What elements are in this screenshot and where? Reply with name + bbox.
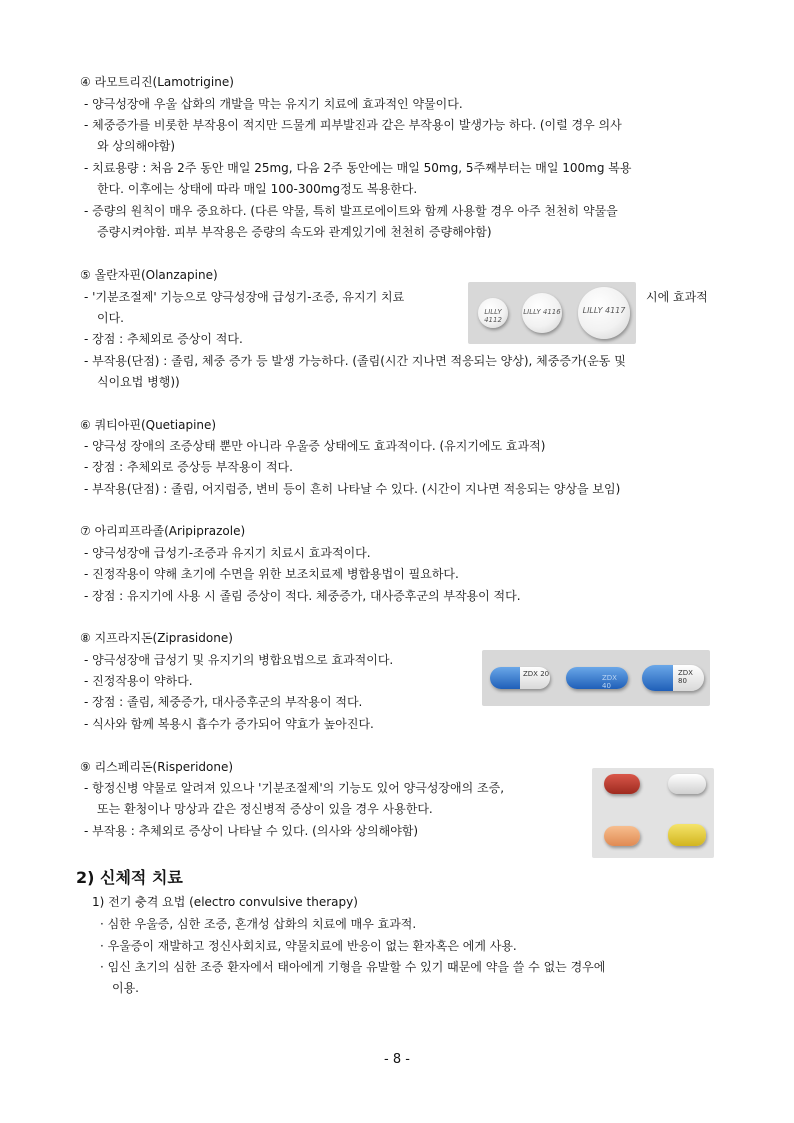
ect-bullet: · 임신 초기의 심한 조증 환자에서 태아에게 기형을 유발할 수 있기 때문에 약을 쓸 수 없는 경우에 bbox=[100, 960, 606, 974]
lamotrigine-line: 와 상의해야함) bbox=[97, 139, 176, 153]
aripiprazole-line: - 진정작용이 약해 초기에 수면을 위한 보조치료제 병합용법이 필요하다. bbox=[84, 567, 459, 581]
lamotrigine-heading: ④ 라모트리진(Lamotrigine) bbox=[80, 75, 234, 89]
risperidone-tablet-orange bbox=[604, 826, 640, 846]
ziprasidone-heading: ⑧ 지프라지돈(Ziprasidone) bbox=[80, 631, 233, 645]
ziprasidone-line: - 진정작용이 약하다. bbox=[84, 674, 193, 688]
olanzapine-line: - 부작용(단점) : 졸림, 체중 증가 등 발생 가능하다. (졸림(시간 지나면 적응되는 양상), 체중증가(운동 및 bbox=[84, 354, 626, 368]
lamotrigine-line: - 치료용량 : 처음 2주 동안 매일 25mg, 다음 2주 동안에는 매일 50mg, 5주째부터는 매일 100mg 복용 bbox=[84, 161, 632, 175]
ect-subheading: 1) 전기 충격 요법 (electro convulsive therapy) bbox=[92, 895, 358, 909]
olanzapine-line: - '기분조절제' 기능으로 양극성장애 급성기-조증, 유지기 치료 bbox=[84, 290, 405, 304]
lamotrigine-line: 한다. 이후에는 상태에 따라 매일 100-300mg정도 복용한다. bbox=[97, 182, 418, 196]
ect-bullet: · 우울증이 재발하고 정신사회치료, 약물치료에 반응이 없는 환자혹은 에게 사용. bbox=[100, 939, 517, 953]
aripiprazole-line: - 양극성장애 급성기-조증과 유지기 치료시 효과적이다. bbox=[84, 546, 371, 560]
ziprasidone-capsule-80: ZDX 80 bbox=[642, 665, 704, 691]
olanzapine-tablet-large: LILLY 4117 bbox=[578, 287, 630, 339]
olanzapine-line: - 장점 : 추체외로 증상이 적다. bbox=[84, 332, 243, 346]
lamotrigine-line: - 증량의 원칙이 매우 중요하다. (다른 약물, 특히 발프로에이트와 함께 사용할 경우 아주 천천히 약물을 bbox=[84, 204, 618, 218]
ziprasidone-capsule-20: ZDX 20 bbox=[490, 667, 550, 689]
ziprasidone-line: - 식사와 함께 복용시 흡수가 증가되어 약효가 높아진다. bbox=[84, 717, 374, 731]
ect-bullet: · 심한 우울증, 심한 조증, 혼개성 삽화의 치료에 매우 효과적. bbox=[100, 917, 417, 931]
risperidone-tablet-white bbox=[668, 774, 706, 794]
risperidone-tablet-yellow bbox=[668, 824, 706, 846]
risperidone-heading: ⑨ 리스페리돈(Risperidone) bbox=[80, 760, 234, 774]
risperidone-line: - 항정신병 약물로 알려져 있으나 '기분조절제'의 기능도 있어 양극성장애의 조증, bbox=[84, 781, 505, 795]
ziprasidone-capsule-40: ZDX 40 bbox=[566, 667, 628, 689]
aripiprazole-line: - 장점 : 유지기에 사용 시 졸림 증상이 적다. 체중증가, 대사증후군의 부작용이 적다. bbox=[84, 589, 521, 603]
olanzapine-heading: ⑤ 올란자핀(Olanzapine) bbox=[80, 268, 218, 282]
quetiapine-line: - 양극성 장애의 조증상태 뿐만 아니라 우울증 상태에도 효과적이다. (유지기에도 효과적) bbox=[84, 439, 546, 453]
quetiapine-line: - 장점 : 추체외로 증상등 부작용이 적다. bbox=[84, 460, 293, 474]
section-title: 2) 신체적 치료 bbox=[76, 868, 183, 887]
olanzapine-line: 시에 효과적 bbox=[646, 290, 708, 304]
quetiapine-heading: ⑥ 쿼티아핀(Quetiapine) bbox=[80, 418, 217, 432]
ziprasidone-capsule-image bbox=[482, 650, 710, 706]
olanzapine-tablet-small: LILLY 4112 bbox=[478, 298, 508, 328]
ziprasidone-line: - 양극성장애 급성기 및 유지기의 병합요법으로 효과적이다. bbox=[84, 653, 394, 667]
lamotrigine-line: 증량시켜야함. 피부 부작용은 증량의 속도와 관계있기에 천천히 증량해야함) bbox=[97, 225, 492, 239]
olanzapine-pill-image bbox=[468, 282, 636, 344]
lamotrigine-line: - 체중증가를 비롯한 부작용이 적지만 드물게 피부발진과 같은 부작용이 발생가능 하다. (이럴 경우 의사 bbox=[84, 118, 622, 132]
lamotrigine-line: - 양극성장애 우울 삽화의 개발을 막는 유지기 치료에 효과적인 약물이다. bbox=[84, 97, 463, 111]
olanzapine-tablet-medium: LILLY 4116 bbox=[522, 293, 562, 333]
aripiprazole-heading: ⑦ 아리피프라졸(Aripiprazole) bbox=[80, 524, 246, 538]
quetiapine-line: - 부작용(단점) : 졸림, 어지럼증, 변비 등이 흔히 나타날 수 있다. (시간이 지나면 적응되는 양상을 보임) bbox=[84, 482, 621, 496]
ect-bullet: 이용. bbox=[112, 981, 139, 995]
page-number: - 8 - bbox=[384, 1052, 410, 1067]
olanzapine-line: 이다. bbox=[97, 311, 124, 325]
risperidone-line: - 부작용 : 추체외로 증상이 나타날 수 있다. (의사와 상의해야함) bbox=[84, 824, 419, 838]
olanzapine-line: 식이요법 병행)) bbox=[97, 375, 180, 389]
risperidone-line: 또는 환청이나 망상과 같은 정신병적 증상이 있을 경우 사용한다. bbox=[97, 802, 433, 816]
risperidone-tablet-image bbox=[592, 768, 714, 858]
risperidone-tablet-red bbox=[604, 774, 640, 794]
ziprasidone-line: - 장점 : 졸림, 체중증가, 대사증후군의 부작용이 적다. bbox=[84, 695, 363, 709]
